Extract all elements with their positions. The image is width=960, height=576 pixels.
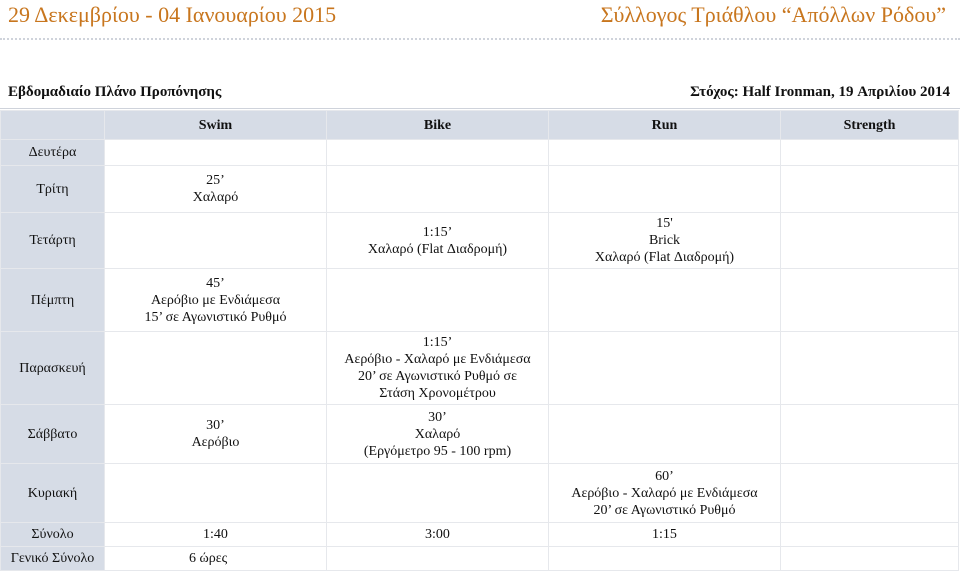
grand-total-empty-3 (781, 547, 959, 571)
session-swim (105, 405, 327, 464)
table-row (1, 140, 959, 166)
session-bike (327, 405, 549, 464)
session-swim (105, 140, 327, 166)
session-line: 20’ σε Αγωνιστικό Ρυθμό σε (358, 369, 517, 384)
session-strength (781, 140, 959, 166)
table-row (1, 332, 959, 405)
week-dates: 29 Δεκεμβρίου - 04 Ιανουαρίου 2015 (8, 2, 337, 27)
grand-total-value: 6 ώρες (105, 547, 327, 571)
session-run (549, 269, 781, 332)
session-run (549, 140, 781, 166)
session-strength (781, 464, 959, 523)
session-line: Χαλαρό (414, 426, 461, 442)
session-bike (327, 332, 549, 405)
session-line: 30’ (428, 409, 447, 425)
grand-total-row (1, 547, 959, 571)
table-row (1, 166, 959, 213)
session-strength (781, 269, 959, 332)
totals-label: Σύνολο (1, 523, 105, 547)
session-strength (781, 405, 959, 464)
column-header-swim: Swim (105, 111, 327, 140)
day-label: Δευτέρα (1, 140, 105, 166)
table-row (1, 269, 959, 332)
session-line: Αερόβιο - Χαλαρό με Ενδιάμεσα (571, 485, 758, 501)
session-run (549, 332, 781, 405)
session-strength (781, 332, 959, 405)
grand-total-empty-1 (327, 547, 549, 571)
total-bike: 3:00 (327, 523, 549, 547)
session-line: 30’ (206, 418, 225, 433)
corner-cell (1, 111, 105, 140)
session-line: 45’ (206, 275, 225, 291)
session-bike (327, 166, 549, 213)
session-bike (327, 140, 549, 166)
session-strength (781, 213, 959, 269)
session-line: Χαλαρό (192, 190, 239, 205)
session-line: 25’ (206, 173, 225, 188)
session-swim (105, 166, 327, 213)
plan-title: Εβδομαδιαίο Πλάνο Προπόνησης (8, 84, 222, 100)
session-line: 1:15’ (422, 224, 453, 240)
session-swim (105, 213, 327, 269)
session-run (549, 213, 781, 269)
plan-heading-row (0, 82, 960, 109)
session-line: Αερόβιο (191, 435, 240, 450)
column-header-run: Run (549, 111, 781, 140)
grand-total-label: Γενικό Σύνολο (1, 547, 105, 571)
table-row (1, 405, 959, 464)
column-header-bike: Bike (327, 111, 549, 140)
day-label: Τρίτη (1, 166, 105, 213)
session-strength (781, 166, 959, 213)
session-line: 20’ σε Αγωνιστικό Ρυθμό (593, 502, 736, 518)
club-name: Σύλλογος Τριάθλου “Απόλλων Ρόδου” (600, 2, 946, 27)
total-swim: 1:40 (105, 523, 327, 547)
session-line: Αερόβιο - Χαλαρό με Ενδιάμεσα (344, 352, 531, 367)
training-table (0, 110, 959, 571)
session-line: Χαλαρό (Flat Διαδρομή) (367, 241, 508, 257)
session-line: 60’ (655, 468, 674, 484)
page-header (0, 0, 960, 40)
session-swim (105, 269, 327, 332)
session-line: 15’ σε Αγωνιστικό Ρυθμό (144, 309, 287, 325)
session-line: Brick (648, 233, 681, 248)
column-header-strength: Strength (781, 111, 959, 140)
total-strength (781, 523, 959, 547)
session-swim (105, 332, 327, 405)
day-label: Σάββατο (1, 405, 105, 464)
day-label: Πέμπτη (1, 269, 105, 332)
total-run: 1:15 (549, 523, 781, 547)
session-bike (327, 269, 549, 332)
session-line: Χαλαρό (Flat Διαδρομή) (594, 250, 735, 265)
session-bike (327, 464, 549, 523)
session-run (549, 405, 781, 464)
day-label: Κυριακή (1, 464, 105, 523)
session-line: (Εργόμετρο 95 - 100 rpm) (363, 443, 512, 459)
plan-goal: Στόχος: Half Ironman, 19 Απριλίου 2014 (690, 84, 950, 100)
session-swim (105, 464, 327, 523)
session-run (549, 166, 781, 213)
totals-row (1, 523, 959, 547)
table-header-row (1, 111, 959, 140)
day-label: Παρασκευή (1, 332, 105, 405)
table-row (1, 213, 959, 269)
session-bike (327, 213, 549, 269)
session-line: Στάση Χρονομέτρου (379, 386, 496, 401)
grand-total-empty-2 (549, 547, 781, 571)
session-line: 15' (656, 216, 673, 231)
day-label: Τετάρτη (1, 213, 105, 269)
session-line: Αερόβιο με Ενδιάμεσα (150, 292, 281, 308)
session-line: 1:15’ (422, 335, 453, 350)
table-row (1, 464, 959, 523)
session-run (549, 464, 781, 523)
